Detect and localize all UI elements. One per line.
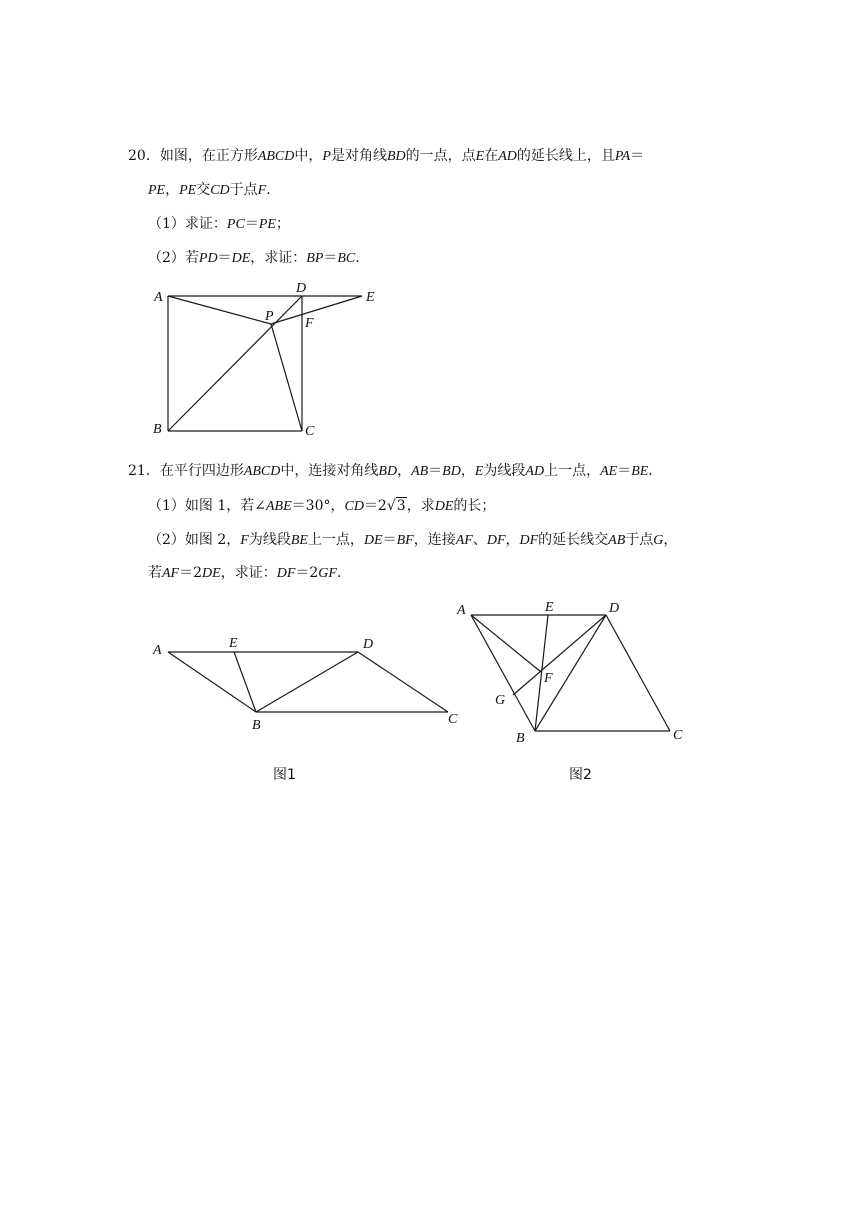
- text: ，: [165, 182, 180, 198]
- q21-part-2: [148, 530, 677, 551]
- segment-PE: [271, 296, 362, 324]
- text: ＝: [630, 148, 645, 164]
- math-ABCD: ABCD: [243, 464, 281, 479]
- math-BF: BF: [396, 533, 414, 548]
- math-BC: BC: [337, 251, 356, 266]
- math-AB: AB: [411, 464, 429, 479]
- text: 若: [148, 565, 162, 581]
- q20-number: 20．: [128, 148, 160, 164]
- text: ＝: [428, 463, 443, 479]
- q21-line-1: [128, 461, 662, 482]
- math-AF: AF: [162, 566, 180, 581]
- math-AD: AD: [525, 464, 545, 479]
- text: 交: [196, 182, 211, 198]
- math-BD: BD: [378, 464, 398, 479]
- fig1-label-A: A: [153, 643, 162, 658]
- math-ABE: ABE: [266, 499, 292, 514]
- math-DE: DE: [202, 566, 221, 581]
- fig2-label-D: D: [609, 601, 620, 616]
- text: 上一点，: [544, 463, 601, 479]
- text: ，求: [406, 498, 435, 514]
- text: ＝2: [295, 565, 319, 581]
- fig1-label-C: C: [448, 712, 458, 727]
- text: （2）若: [148, 250, 199, 266]
- math-DE: DE: [434, 499, 454, 514]
- text: 于点: [625, 532, 654, 548]
- math-ABCD: ABCD: [257, 149, 295, 164]
- math-DE: DE: [363, 533, 383, 548]
- text: （1）如图 1，若∠: [148, 498, 266, 514]
- label-F: F: [305, 316, 314, 331]
- text: ．: [336, 565, 351, 581]
- math-BD: BD: [386, 149, 406, 164]
- math-AE: AE: [600, 464, 618, 479]
- text: ；: [275, 216, 290, 232]
- math-PE: PE: [179, 183, 197, 198]
- label-A: A: [154, 290, 163, 305]
- fig2-label-E: E: [545, 600, 554, 615]
- math-DF: DF: [276, 566, 296, 581]
- segment-AP: [168, 296, 271, 324]
- math-F: F: [257, 183, 267, 198]
- fig1-segment-AB: [168, 652, 256, 712]
- text: 是对角线: [330, 148, 387, 164]
- math-AF: AF: [455, 533, 473, 548]
- math-DE: DE: [231, 251, 251, 266]
- q21-number: 21．: [128, 463, 160, 479]
- fig1-label-D: D: [363, 637, 374, 652]
- math-E: E: [474, 464, 484, 479]
- fig1-segment-DC: [358, 652, 448, 712]
- math-DF: DF: [486, 533, 506, 548]
- math-AB: AB: [608, 533, 626, 548]
- fig1-segment-BE: [234, 652, 256, 712]
- text: ．: [648, 463, 663, 479]
- figure-2-caption: 图2: [569, 767, 592, 783]
- label-E: E: [366, 290, 375, 305]
- text: ＝: [382, 532, 397, 548]
- text: 于点: [229, 182, 258, 198]
- math-BP: BP: [306, 251, 324, 266]
- math-F: F: [240, 533, 249, 548]
- math-CD: CD: [344, 499, 364, 514]
- q21-part-2-cont: [148, 563, 351, 584]
- fig2-segment-AB: [471, 615, 535, 731]
- text: 中，连接对角线: [280, 463, 379, 479]
- text: ＝: [323, 250, 338, 266]
- math-PD: PD: [198, 251, 218, 266]
- text: ＝: [217, 250, 232, 266]
- text: ．: [355, 250, 370, 266]
- sqrt-three: [387, 496, 407, 516]
- text: ．: [266, 182, 281, 198]
- math-PE: PE: [258, 217, 276, 232]
- fig2-segment-DC: [606, 615, 670, 731]
- math-BE: BE: [631, 464, 649, 479]
- text: 的长；: [453, 498, 496, 514]
- text: ，求证：: [220, 565, 277, 581]
- text: 、: [472, 532, 487, 548]
- fig2-segment-DG: [513, 615, 606, 695]
- math-P: P: [322, 149, 331, 164]
- math-E: E: [475, 149, 485, 164]
- fig2-segment-AF: [471, 615, 541, 672]
- label-D: D: [296, 281, 307, 296]
- fig1-label-E: E: [229, 636, 238, 651]
- math-BD: BD: [442, 464, 461, 479]
- text: 为线段: [483, 463, 526, 479]
- segment-PC: [271, 324, 302, 431]
- q21-part-1: [148, 496, 495, 517]
- text: ＝: [244, 216, 259, 232]
- text: ，连接: [413, 532, 456, 548]
- label-P: P: [265, 309, 274, 324]
- math-PC: PC: [226, 217, 245, 232]
- fig2-label-A: A: [457, 603, 466, 618]
- label-C: C: [305, 424, 315, 439]
- fig2-label-G: G: [495, 693, 506, 708]
- text: 在平行四边形: [159, 463, 244, 479]
- text: ＝2: [363, 498, 387, 514]
- text: ，求证：: [250, 250, 307, 266]
- math-G: G: [653, 533, 664, 548]
- text: ，: [663, 532, 678, 548]
- text: 如图，在正方形: [159, 148, 258, 164]
- text: 的延长线上，且: [516, 148, 615, 164]
- sqrt-sign: √: [386, 498, 396, 514]
- fig2-label-C: C: [673, 728, 683, 743]
- text: 中，: [294, 148, 323, 164]
- text: ＝30°，: [291, 498, 345, 514]
- text: 为线段: [248, 532, 291, 548]
- fig2-label-B: B: [516, 731, 525, 746]
- figure-1-caption: 图1: [273, 767, 296, 783]
- text: ，: [505, 532, 520, 548]
- fig2-label-F: F: [544, 671, 553, 686]
- text: ＝: [617, 463, 632, 479]
- label-B: B: [153, 422, 162, 437]
- math-AD: AD: [498, 149, 517, 164]
- math-GF: GF: [318, 566, 337, 581]
- sqrt-radicand: 3: [396, 498, 406, 514]
- text: （1）求证：: [148, 216, 227, 232]
- math-DF: DF: [519, 533, 539, 548]
- math-PA: PA: [614, 149, 631, 164]
- text: 在: [484, 148, 499, 164]
- text: 上一点，: [307, 532, 364, 548]
- text: ，: [397, 463, 412, 479]
- text: 的一点，点: [405, 148, 476, 164]
- text: ，: [460, 463, 475, 479]
- fig1-label-B: B: [252, 718, 261, 733]
- fig1-segment-BD: [256, 652, 358, 712]
- text: 的延长线交: [538, 532, 609, 548]
- text: （2）如图 2，: [148, 532, 241, 548]
- math-PE: PE: [148, 183, 166, 198]
- math-CD: CD: [210, 183, 230, 198]
- math-BE: BE: [290, 533, 308, 548]
- text: ＝2: [179, 565, 203, 581]
